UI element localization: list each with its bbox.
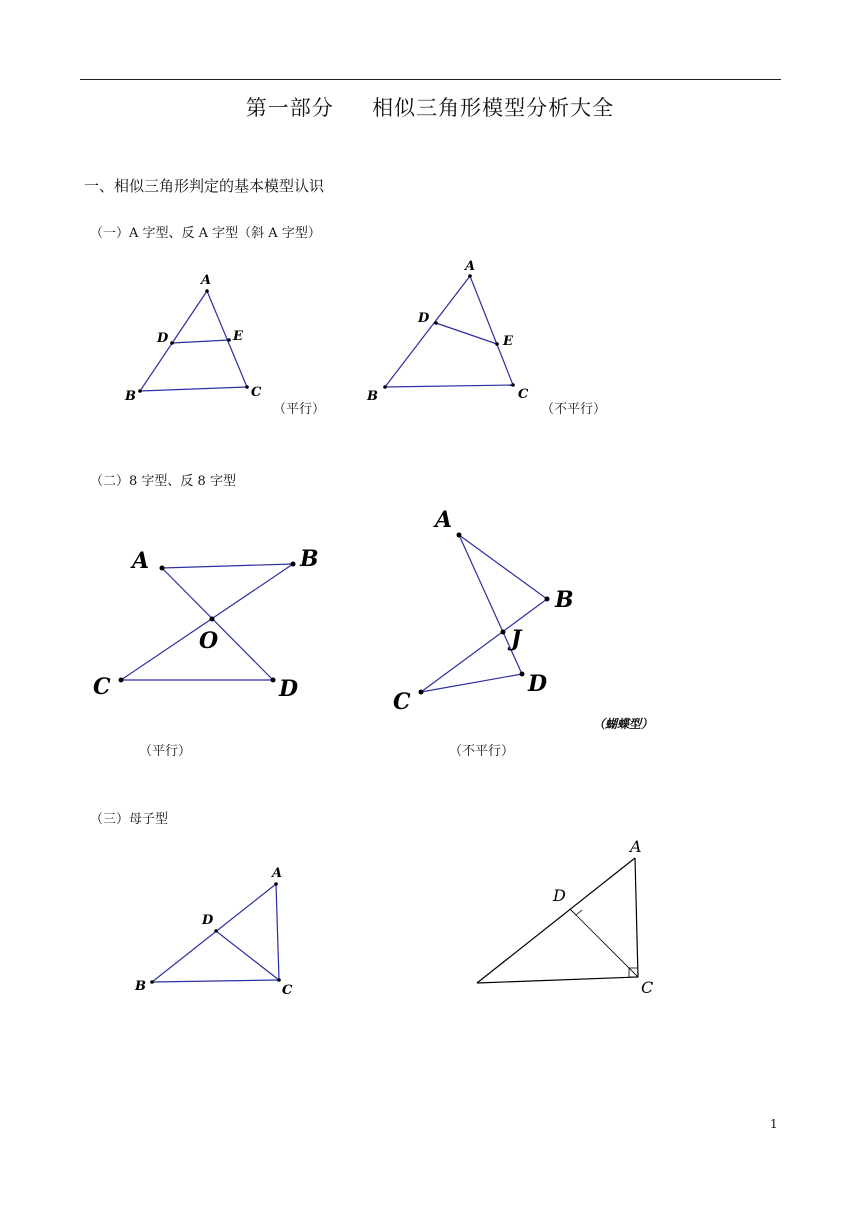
label-e: E [503,334,513,349]
point-c [119,678,124,683]
label-b: B [135,979,146,994]
right-angle-mark-d [570,909,582,915]
segment-ab [140,291,207,391]
label-a: A [630,837,642,856]
label-d: D [279,676,299,702]
figure-mother-child-2 [477,837,653,997]
point-a [457,533,462,538]
point-b [138,389,142,393]
segment-ac [635,858,638,977]
point-j [501,630,506,635]
label-a: A [201,273,212,288]
point-c [511,383,515,387]
segment-hypotenuse [477,858,635,983]
segment-bc [152,980,279,982]
label-a: A [132,548,150,574]
segment-bc [477,977,638,983]
label-d: D [202,913,214,928]
label-b: B [367,389,378,404]
segment-ad [162,568,273,680]
point-a [160,566,165,571]
section-heading: 一、相似三角形判定的基本模型认识 [84,177,325,195]
point-e [495,342,499,346]
point-c [277,978,281,982]
point-b [291,562,296,567]
point-d [271,678,276,683]
segment-ac [276,884,279,980]
figure-eight-type [93,546,319,702]
caption-eight-not-parallel: （不平行） [449,744,515,759]
page-number: 1 [770,1117,778,1131]
point-a [274,882,278,886]
point-a [205,289,209,293]
label-c: C [393,689,411,715]
point-e [227,338,231,342]
label-c: C [93,674,111,700]
point-d [170,341,174,345]
label-d: D [553,886,566,905]
label-a: A [272,866,283,881]
point-c [419,690,424,695]
label-d: D [528,671,548,697]
segment-ab [152,884,276,982]
figure-a-type [124,273,262,404]
label-a: A [435,507,453,533]
segment-ab [459,535,547,599]
segment-de [172,340,229,343]
label-j: J [511,626,522,652]
subsection-a-type: （一）A 字型、反 A 字型（斜 A 字型） [90,226,321,241]
point-o [210,617,215,622]
segment-ad [459,535,522,674]
segment-ac [470,276,513,385]
point-d [214,929,218,933]
point-b [150,980,154,984]
subsection-eight-type: （二）8 字型、反 8 字型 [90,474,236,489]
label-d: D [418,311,430,326]
label-c: C [251,385,262,400]
segment-ab [162,564,293,568]
point-c [245,385,249,389]
subsection-mother-child: （三）母子型 [90,812,169,827]
segment-ab [385,276,470,387]
figure-eight-inverse [393,507,574,715]
label-d: D [157,331,169,346]
figure-mother-child-1 [134,866,293,998]
label-c: C [282,983,293,998]
segment-bc [121,564,293,680]
label-c: C [518,387,529,402]
label-o: O [199,628,219,654]
point-a [468,274,472,278]
caption-a-parallel: （平行） [273,402,326,417]
label-b: B [555,587,574,613]
label-c: C [641,978,654,997]
point-b [383,385,387,389]
label-b: B [125,389,136,404]
label-b: B [300,546,319,572]
point-b [545,597,550,602]
caption-butterfly: （蝴蝶型） [593,717,654,731]
segment-dc [216,931,279,980]
caption-eight-parallel: （平行） [139,744,192,759]
page-title: 第一部分 相似三角形模型分析大全 [245,96,615,120]
label-e: E [233,329,243,344]
segment-bc [385,385,513,387]
segment-cd [421,674,522,692]
point-d [520,672,525,677]
segment-de [436,323,497,344]
segment-bc [140,387,247,391]
point-d [434,321,438,325]
label-a: A [465,259,476,274]
segment-altitude-dc [570,909,638,977]
figure-a-inverse [366,259,529,404]
caption-a-not-parallel: （不平行） [541,402,607,417]
